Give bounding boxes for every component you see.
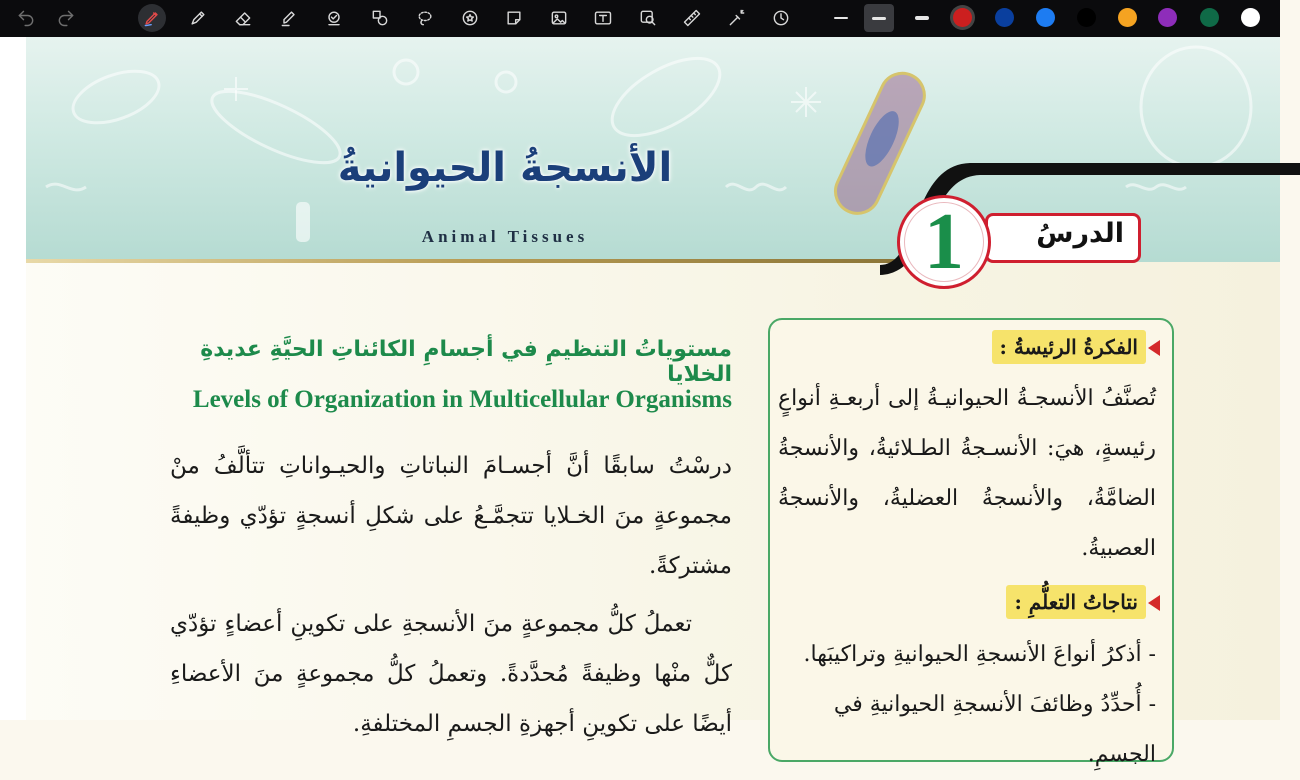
learning-outcomes-label: نتاجاتُ التعلُّمِ : [1006,585,1146,619]
color-swatch-navy[interactable] [995,8,1014,27]
line-width-thick[interactable] [907,4,937,32]
body-paragraph-2: تعملُ كلُّ مجموعةٍ منَ الأنسجةِ على تكوينِ أعضاءٍ تؤدّي كلٌّ منْها وظيفةً مُحدَّدةً. وتعملُ كلُّ مجموعةٍ منَ الأعضاءِ أيضًا على تكوينِ أجهزةِ الجسمِ المختلفةِ. [170,611,732,737]
lesson-number-circle [897,195,991,289]
red-marker-icon [1148,340,1160,356]
color-swatch-black[interactable] [1077,8,1096,27]
pen-icon[interactable] [184,4,212,32]
lasso-pen-icon[interactable] [138,4,166,32]
section-heading-english: Levels of Organization in Multicellular Organisms [192,386,732,413]
lesson-number: 1 [924,198,964,286]
shapes-icon[interactable] [366,4,394,32]
color-swatch-purple[interactable] [1158,8,1177,27]
banner-divider [26,259,906,263]
highlighter-icon[interactable] [275,4,303,32]
body-paragraph-1: درسْتُ سابقًا أنَّ أجسـامَ النباتاتِ والحيـواناتِ تتألَّفُ منْ مجموعةٍ منَ الخـلايا تتجمَّـعُ على شكلِ أنسجةٍ تؤدّي وظيفةً مشتركةً. [170,453,732,579]
line-width-medium[interactable] [864,4,894,32]
eraser-icon[interactable] [229,4,257,32]
section-heading-arabic: مستوياتُ التنظيمِ في أجسامِ الكائناتِ الحيَّةِ عديدةِ الخلايا [200,337,732,387]
color-swatch-red[interactable] [953,8,972,27]
undo-icon[interactable] [12,4,40,32]
timer-icon[interactable] [767,4,795,32]
text-box-icon[interactable] [589,4,617,32]
redo-icon[interactable] [52,4,80,32]
color-swatch-green[interactable] [1200,8,1219,27]
page-title: الأنسجةُ الحيوانيةُ [337,145,673,191]
lesson-summary-box [768,318,1174,767]
annotation-toolbar [0,0,1280,37]
main-idea-text: تُصنَّفُ الأنسجـةُ الحيوانيـةُ إلى أربعـةِ أنواعٍ رئيسةٍ، هيَ: الأنسـجةُ الطـلائيةُ، والأنسجةُ الضامَّةُ، والأنسجةُ العضليةُ، والأنسجةُ العصبيةُ. [778,386,1156,561]
list-item: - أذكرُ أنواعَ الأنسجةِ الحيوانيةِ وتراكيبَها. [803,642,1156,667]
line-width-thin[interactable] [826,4,856,32]
ruler-icon[interactable] [678,4,706,32]
page-margin [0,37,26,720]
page-subtitle: Animal Tissues [421,227,589,246]
lesson-label: الدرسُ [1036,218,1124,249]
image-search-icon[interactable] [634,4,662,32]
learning-outcomes-list [778,630,1156,780]
color-swatch-orange[interactable] [1118,8,1137,27]
color-swatch-white[interactable] [1241,8,1260,27]
red-marker-icon [1148,595,1160,611]
main-idea-label: الفكرةُ الرئيسةُ : [992,330,1147,364]
color-swatch-blue[interactable] [1036,8,1055,27]
shape-recognition-icon[interactable] [320,4,348,32]
sticky-note-icon[interactable] [500,4,528,32]
list-item: - أُحدِّدُ وظائفَ الأنسجةِ الحيوانيةِ في الجسمِ. [833,692,1156,767]
image-icon[interactable] [545,4,573,32]
lesson-badge [985,213,1141,263]
laser-pointer-icon[interactable] [723,4,751,32]
sticker-icon[interactable] [456,4,484,32]
lasso-select-icon[interactable] [411,4,439,32]
textbook-page [0,37,1280,767]
